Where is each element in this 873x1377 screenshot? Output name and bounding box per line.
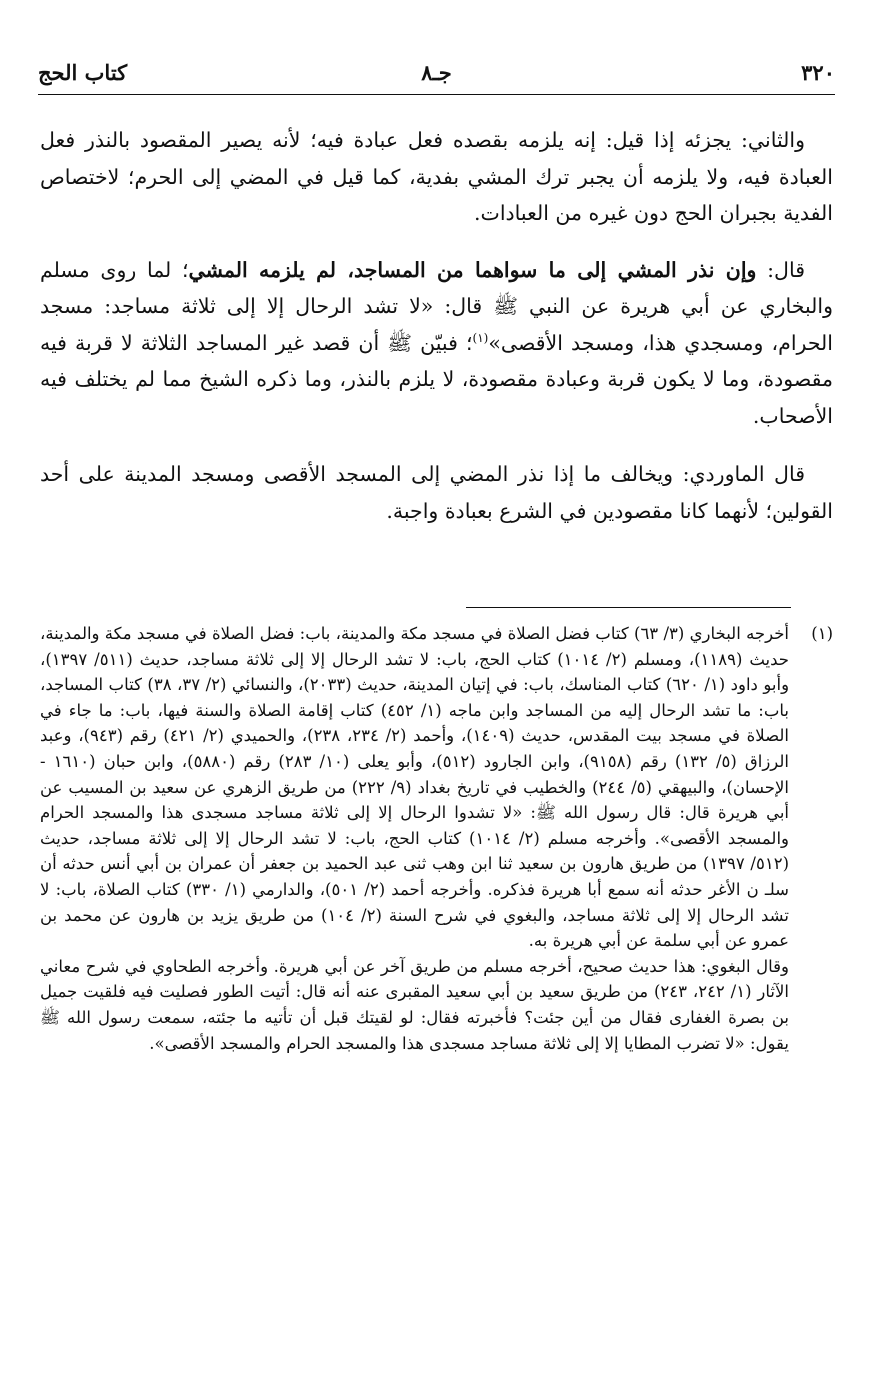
paragraph-3: قال الماوردي: ويخالف ما إذا نذر المضي إلى المسجد الأقصى ومسجد المدينة على أحد القولين؛ لأنهما كانا مقصودين في الشرع بعبادة واجبة. [40, 462, 833, 523]
page-number: ٣٢٠ [801, 60, 835, 85]
footnote-reference[interactable]: (١) [472, 330, 489, 345]
footnote-number: (١) [811, 624, 833, 643]
volume-label: جـ٨ [421, 60, 452, 85]
footnotes [40, 621, 833, 1056]
footnote-body [40, 621, 789, 1056]
paragraph-2 [40, 252, 833, 435]
footnote-text-2: وقال البغوي: هذا حديث صحيح، أخرجه مسلم من طريق آخر عن أبي هريرة. وأخرجه الطحاوي في شرح معاني الآثار (١/ ٢٤٢، ٢٤٣) من طريق سعيد بن أبي سعيد المقبرى عنه أنه قال: أتيت الطور فصليت فيه فلقيت جميل بن بصرة الغفارى فقال من أين جئت؟ فأخبرته فقال: لو لقيتك قبل أن تأتيه ما جئته، سمعت رسول الله ﷺ يقول: «لا تضرب المطايا إلا إلى ثلاثة مساجد مسجدى هذا والمسجد الحرام والمسجد الأقصى». [40, 956, 789, 1053]
footnote-1 [40, 621, 833, 1056]
running-header [38, 58, 835, 92]
footnote-divider [466, 607, 791, 608]
matn-quote: وإن نذر المشي إلى ما سواهما من المساجد، لم يلزمه المشي [188, 257, 757, 282]
paragraph-1: والثاني: يجزئه إذا قيل: إنه يلزمه بقصده فعل عبادة فيه؛ لأنه يصير المقصود بالنذر فعل العبادة فيه، ولا يلزمه أن يجبر ترك المشي بفدية، كما قيل في المضي إلى الحرم؛ لاختصاص الفدية بجبران الحج دون غيره من العبادات. [40, 128, 833, 225]
main-text [40, 122, 833, 549]
paragraph-2-text-b: ؛ فبيّن ﷺ أن قصد غير المساجد الثلاثة لا قربة فيه مقصودة، وما لا يكون قربة وعبادة مقصودة، لا يلزم بالنذر، وما ذكره الشيخ مما لم يختلف فيه الأصحاب. [40, 330, 833, 428]
paragraph-2-lead: قال: [756, 257, 805, 282]
header-divider [38, 94, 835, 95]
book-title: كتاب الحج [38, 60, 128, 85]
footnote-text: أخرجه البخاري (٣/ ٦٣) كتاب فضل الصلاة في مسجد مكة والمدينة، باب: فضل الصلاة في مسجد مكة والمدينة، حديث (١١٨٩)، ومسلم (٢/ ١٠١٤) كتاب الحج، باب: لا تشد الرحال إلا إلى ثلاثة مساجد، حديث (٥١١/ ١٣٩٧)، وأبو داود (١/ ٦٢٠) كتاب المناسك، باب: في إتيان المدينة، حديث (٢٠٣٣)، والنسائي (٢/ ٣٧، ٣٨) كتاب المساجد، باب: ما تشد الرحال إليه من المساجد وابن ماجه (١/ ٤٥٢) كتاب إقامة الصلاة والسنة فيها، باب: ما جاء في الصلاة في مسجد بيت المقدس، حديث (١٤٠٩)، وأحمد (٢/ ٢٣٤، ٢٣٨)، والحميدي (٢/ ٤٢١) رقم (٩٤٣)، وعبد الرزاق (٥/ ١٣٢) رقم (٩١٥٨)، وابن الجارود (٥١٢)، وأبو يعلى (١٠/ ٢٨٣) رقم (٥٨٨٠)، وابن حبان (١٦١٠ - الإحسان)، والبيهقي (٥/ ٢٤٤) والخطيب في تاريخ بغداد (٩/ ٢٢٢) من طريق الزهري عن سعيد بن المسيب عن أبي هريرة قال: قال رسول الله ﷺ: «لا تشدوا الرحال إلا إلى ثلاثة مساجد مسجدى هذا والمسجد الحرام والمسجد الأقصى». وأخرجه مسلم (٢/ ١٠١٤) كتاب الحج، باب: لا تشد الرحال إلا إلى ثلاثة مساجد، حديث (٥١٢/ ١٣٩٧) من طريق هارون بن سعيد ثنا ابن وهب ثنى عبد الحميد بن جعفر أن عمران بن أبي أنس حدثه أن سلـ ن الأغر حدثه أنه سمع أبا هريرة فذكره. وأخرجه أحمد (٢/ ٥٠١)، والدارمي (١/ ٣٣٠) كتاب الصلاة، باب: لا تشد الرحال إلا إلى ثلاثة مساجد، والبغوي في شرح السنة (٢/ ١٠٤) من طريق يزيد بن هارون عن محمد بن عمرو عن أبي سلمة عن أبي هريرة به. [40, 624, 790, 951]
paragraph-2-text-a: ؛ لما روى مسلم والبخاري عن أبي هريرة عن النبي ﷺ قال: «لا تشد الرحال إلا إلى ثلاثة مساجد: مسجد الحرام، ومسجدي هذا، ومسجد الأقصى» [40, 257, 833, 355]
